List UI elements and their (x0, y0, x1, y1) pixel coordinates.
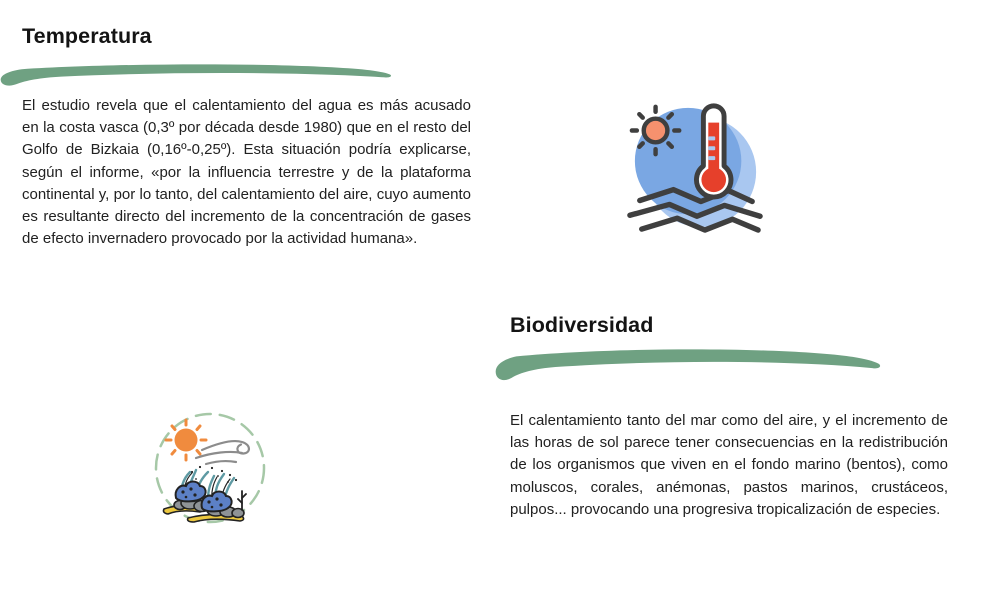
section-body-biodiversidad: El calentamiento tanto del mar como del aire, y el incremento de las horas de sol parece tener consecuencias en la redistribución de los organismos que viven en el fondo marino (bentos), como moluscos, corales, anémonas, pastos marinos, crustáceos, pulpos... provocando una progresiva tropicalización de especies. (510, 412, 948, 518)
wind-icon (196, 441, 249, 464)
section-body-temperatura: El estudio revela que el calentamiento del agua es más acusado en la costa vasca (0,3º por década desde 1980) que en el resto del Golfo de Bizkaia (0,16º-0,25º). Esta situación podría explicarse, según el informe, «por la influencia terrestre y de la plataforma continental y, por lo tanto, del calentamiento del aire, cuyo aumento es resultante directo del incremento de la concentración de gases de efecto invernadero provocado por la actividad humana». (22, 97, 471, 248)
section-title-biodiversidad: Biodiversidad (510, 313, 654, 337)
section-title-temperatura: Temperatura (22, 24, 152, 48)
thermometer-ticks (708, 136, 715, 160)
sun-icon (166, 420, 206, 460)
sun-thermometer-waves-icon (626, 95, 764, 235)
thermometer-icon (696, 106, 731, 197)
sun-icon (644, 119, 668, 143)
seabed-sun-wind-icon (150, 410, 270, 530)
twig (238, 491, 246, 510)
brush-underline-biodiversidad (495, 346, 885, 385)
brush-underline-temperatura (0, 62, 396, 89)
bubbles (191, 466, 237, 483)
